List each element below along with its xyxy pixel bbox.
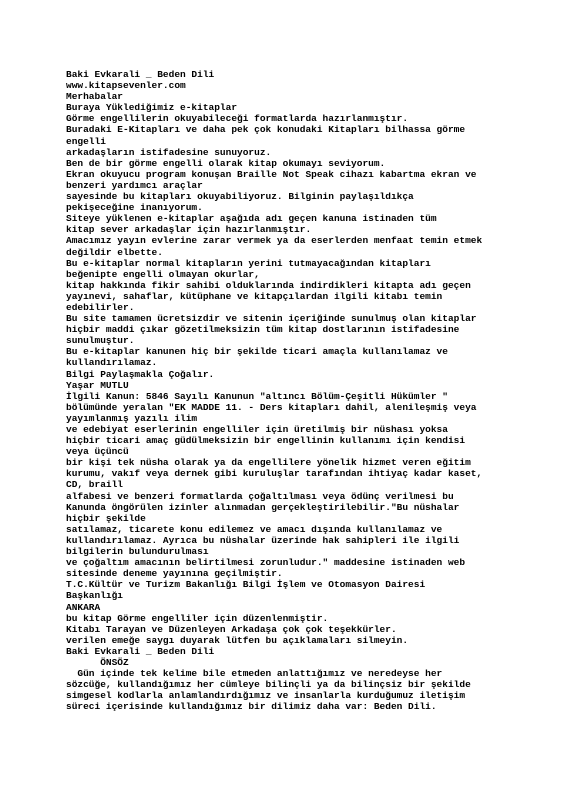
text-line: Başkanlığı xyxy=(66,590,124,602)
text-line: bölümünde yeralan "EK MADDE 11. - Ders kitapları dahil, alenileşmiş veya xyxy=(66,401,477,413)
text-line: Siteye yüklenen e-kitaplar aşağıda adı geçen kanuna istinaden tüm xyxy=(66,213,437,225)
text-line: Bu e-kitaplar normal kitapların yerini tutmayacağından kitapları xyxy=(66,257,431,269)
text-line: Baki Evkarali _ Beden Dili xyxy=(66,69,215,80)
text-line: ÖNSÖZ xyxy=(66,656,129,668)
text-line: ANKARA xyxy=(66,601,101,613)
text-line: Ekran okuyucu program konuşan Braille Not Speak cihazı kabartma ekran ve xyxy=(66,168,477,180)
text-line: Kanunda öngörülen izinler alınmadan gerçekleştirilebilir."Bu nüshalar xyxy=(66,501,460,513)
text-line: bir kişi tek nüsha olarak ya da engellilere yönelik hizmet veren eğitim xyxy=(66,457,471,469)
text-line: hiçbir şekilde xyxy=(66,512,146,524)
text-line: yayınevi, sahaflar, kütüphane ve kitapçılardan ilgili kitabı temin xyxy=(66,290,443,302)
text-line: değildir elbette. xyxy=(66,246,163,258)
text-line: beğenipte engelli olmayan okurlar, xyxy=(66,268,260,280)
text-line: hiçbir ticari amaç güdülmeksizin bir engellinin kullanımı için kendisi xyxy=(66,435,466,447)
text-line: pekişeceğine inanıyorum. xyxy=(66,202,203,214)
text-line: bu kitap Görme engelliler için düzenlenmiştir. xyxy=(66,612,329,624)
text-line: kullandırılamaz. Ayrıca bu nüshalar üzerinde hak sahipleri ile ilgili xyxy=(66,534,460,546)
text-line: Yaşar MUTLU xyxy=(66,379,129,391)
text-line: hiçbir maddi çıkar gözetilmeksizin tüm kitap dostlarının istifadesine xyxy=(66,324,460,336)
text-line: süreci içerisinde kullandığımız bir dilimiz daha var: Beden Dili. xyxy=(66,701,437,713)
text-line: Buraya Yüklediğimiz e-kitaplar xyxy=(66,102,238,114)
text-line: Ben de bir görme engelli olarak kitap okumayı seviyorum. xyxy=(66,157,386,169)
text-line: sayesinde bu kitapları okuyabiliyoruz. Bilginin paylaşıldıkça xyxy=(66,191,414,203)
text-line: verilen emeğe saygı duyarak lütfen bu açıklamaları silmeyin. xyxy=(66,634,409,646)
text-line: kitap sever arkadaşlar için hazırlanmıştır. xyxy=(66,224,312,236)
text-line: kullandırılamaz. xyxy=(66,357,158,369)
text-line: ve çoğaltım amacının belirtilmesi zorunludur." maddesine istinaden web xyxy=(66,557,466,569)
text-line: simgesel kodlarla anlamlandırdığımız ve insanlarla kurduğumuz iletişim xyxy=(66,690,466,702)
text-line: kurumu, vakıf veya dernek gibi kuruluşlar tarafından ihtiyaç kadar kaset, xyxy=(66,468,483,480)
text-line: engelli xyxy=(66,135,106,147)
text-line: ve edebiyat eserlerinin engelliler için üretilmiş bir nüshası yoksa xyxy=(66,424,448,435)
text-line: sunulmuştur. xyxy=(66,335,135,347)
text-line: sitesinde deneme yayınına geçilmiştir. xyxy=(66,568,283,580)
text-line: kitap hakkında fikir sahibi olduklarında indirdikleri kitapta adı geçen xyxy=(66,279,471,291)
text-line: alfabesi ve benzeri formatlarda çoğaltılması veya ödünç verilmesi bu xyxy=(66,490,454,502)
text-line: yayımlanmış yazılı ilim xyxy=(66,412,198,424)
text-line: Gün içinde tek kelime bile etmeden anlattığımız ve neredeyse her xyxy=(66,668,443,680)
text-line: Buradaki E-Kitapları ve daha pek çok konudaki Kitapları bilhassa görme xyxy=(66,124,466,136)
text-line: www.kitapsevenler.com xyxy=(66,80,186,92)
text-line: veya üçüncü xyxy=(66,446,129,458)
text-line: Bilgi Paylaşmakla Çoğalır. xyxy=(66,368,215,380)
text-line: satılamaz, ticarete konu edilemez ve amacı dışında kullanılamaz ve xyxy=(66,523,443,535)
document-page xyxy=(66,69,526,712)
text-line: arkadaşların istifadesine sunuyoruz. xyxy=(66,146,272,158)
text-line: Kitabı Tarayan ve Düzenleyen Arkadaşa çok çok teşekkürler. xyxy=(66,623,397,635)
text-line: Görme engellilerin okuyabileceği formatlarda hazırlanmıştır. xyxy=(66,113,409,125)
text-line: edebilirler. xyxy=(66,301,135,313)
text-line: Amacımız yayın evlerine zarar vermek ya da eserlerden menfaat temin etmek xyxy=(66,235,483,247)
text-line: benzeri yardımcı araçlar xyxy=(66,179,203,191)
text-line: T.C.Kültür ve Turizm Bakanlığı Bilgi İşlem ve Otomasyon Dairesi xyxy=(66,579,426,591)
text-line: sözcüğe, kullandığımız her cümleye bilinçli ya da bilinçsiz bir şekilde xyxy=(66,679,471,691)
text-line: Merhabalar xyxy=(66,91,124,103)
text-line: İlgili Kanun: 5846 Sayılı Kanunun "altıncı Bölüm-Çeşitli Hükümler " xyxy=(66,390,448,402)
text-line: bilgilerin bulundurulması xyxy=(66,546,209,558)
text-line: Baki Evkarali _ Beden Dili xyxy=(66,645,215,657)
text-line: CD, braill xyxy=(66,479,124,491)
text-line: Bu site tamamen ücretsizdir ve sitenin içeriğinde sunulmuş olan kitaplar xyxy=(66,313,477,325)
text-line: Bu e-kitaplar kanunen hiç bir şekilde ticari amaçla kullanılamaz ve xyxy=(66,346,448,358)
